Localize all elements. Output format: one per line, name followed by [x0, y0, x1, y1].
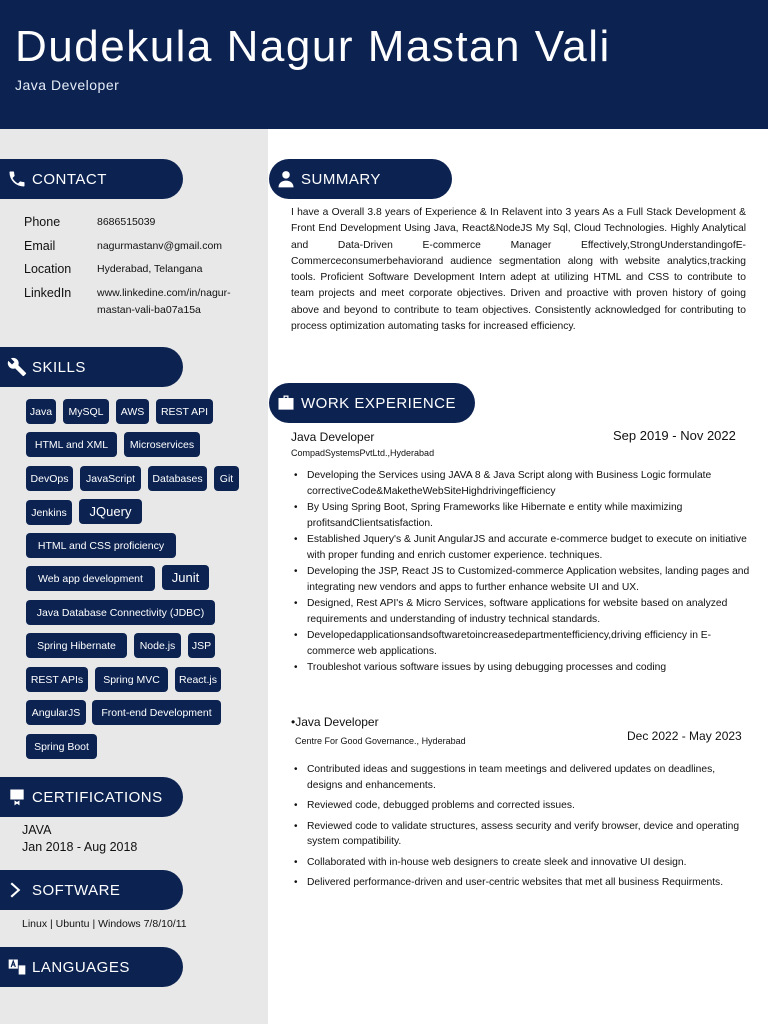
languages-heading — [0, 947, 183, 987]
job-company: CompadSystemsPvtLtd.,Hyderabad — [291, 448, 435, 458]
skill-chip: Java — [26, 399, 56, 424]
job-bullets — [291, 468, 751, 677]
software-heading-label: SOFTWARE — [32, 881, 121, 899]
tools-icon — [6, 356, 28, 378]
email-value: nagurmastanv@gmail.com — [97, 240, 223, 252]
person-icon — [275, 168, 297, 190]
phone-value: 8686515039 — [97, 216, 156, 228]
skill-chip: MySQL — [63, 399, 109, 424]
certificate-icon — [6, 786, 28, 808]
skill-chip: React.js — [175, 667, 221, 692]
skill-chip: AWS — [116, 399, 149, 424]
skill-chip: Junit — [162, 565, 209, 590]
job-bullet: • Contributed ideas and suggestions in team meetings and delivered updates on deadlines, designs and enhancements. — [291, 762, 751, 793]
skill-chip: REST API — [156, 399, 213, 424]
email-label: Email — [24, 239, 56, 253]
job-bullet: • Reviewed code, debugged problems and corrected issues. — [291, 798, 751, 814]
skill-chip: Microservices — [124, 432, 200, 457]
location-value: Hyderabad, Telangana — [97, 263, 203, 275]
job-bullet: • Established Jquery's & Junit AngularJS and accurate e-commerce budget to execute on initiative with proper funding and enrich customer experience. techniques. — [291, 532, 751, 563]
summary-heading-label: SUMMARY — [301, 170, 381, 188]
skills-heading-label: SKILLS — [32, 358, 86, 376]
skill-chip: Databases — [148, 466, 207, 491]
skill-chip: REST APIs — [26, 667, 88, 692]
phone-icon — [6, 168, 28, 190]
skills-heading — [0, 347, 183, 387]
header-strip — [0, 110, 768, 129]
skill-chip: Java Database Connectivity (JDBC) — [26, 600, 215, 625]
candidate-name: Dudekula Nagur Mastan Vali — [15, 22, 611, 71]
skill-chip: Spring MVC — [95, 667, 168, 692]
skill-chip: HTML and XML — [26, 432, 117, 457]
certification-dates: Jan 2018 - Aug 2018 — [22, 840, 138, 854]
work-heading — [269, 383, 475, 423]
skill-chip: Web app development — [26, 566, 155, 591]
contact-heading-label: CONTACT — [32, 170, 107, 188]
translate-icon — [6, 956, 28, 978]
skill-chip: Spring Hibernate — [26, 633, 127, 658]
skill-chip: Git — [214, 466, 239, 491]
phone-label: Phone — [24, 215, 61, 229]
job-bullet: • Collaborated with in-house web designers to create sleek and innovative UI design. — [291, 855, 751, 871]
skill-chip: DevOps — [26, 466, 73, 491]
skill-chip: JSP — [188, 633, 215, 658]
job-bullet: • Designed, Rest API's & Micro Services, software applications for website based on analyzed requirements and understanding of industry technical standards. — [291, 596, 751, 627]
software-list: Linux | Ubuntu | Windows 7/8/10/11 — [22, 918, 187, 930]
briefcase-icon — [275, 392, 297, 414]
summary-heading — [269, 159, 452, 199]
skill-chip: Front-end Development — [92, 700, 221, 725]
job-bullet: • Delivered performance-driven and user-centric websites that met all business Requirments. — [291, 875, 751, 891]
skill-chip: Spring Boot — [26, 734, 97, 759]
job-title: Java Developer — [291, 430, 375, 444]
job-bullet: • By Using Spring Boot, Spring Frameworks like Hibernate e entity while maximizing profitsandClientsatisfaction. — [291, 500, 751, 531]
skill-chip: Jenkins — [26, 500, 72, 525]
linkedin-label: LinkedIn — [24, 286, 72, 300]
job-bullet: • Reviewed code to validate structures, assess security and verify browser, device and operating system compatibility. — [291, 819, 751, 850]
skill-chip: JQuery — [79, 499, 142, 524]
skill-chip: AngularJS — [26, 700, 86, 725]
contact-heading — [0, 159, 183, 199]
job-dates: Sep 2019 - Nov 2022 — [613, 428, 736, 443]
work-heading-label: WORK EXPERIENCE — [301, 394, 457, 412]
candidate-role: Java Developer — [15, 77, 120, 93]
job-bullet: • Troubleshot various software issues by using debugging processes and coding — [291, 660, 751, 676]
job-bullets — [291, 762, 751, 892]
linkedin-value-line1[interactable]: www.linkedine.com/in/nagur- — [97, 287, 231, 299]
job-dates: Dec 2022 - May 2023 — [627, 729, 742, 743]
certification-name: JAVA — [22, 823, 52, 837]
location-label: Location — [24, 262, 72, 276]
certifications-heading — [0, 777, 183, 817]
certifications-heading-label: CERTIFICATIONS — [32, 788, 163, 806]
linkedin-value-line2[interactable]: mastan-vali-ba07a15a — [97, 304, 201, 316]
skill-chip: HTML and CSS proficiency — [26, 533, 176, 558]
job-bullet: • Developing the JSP, React JS to Customized-commerce Application websites, landing pages and integrating new vendors and apps to further enhance website UI and UX. — [291, 564, 751, 595]
skill-chip: Node.js — [134, 633, 181, 658]
software-heading — [0, 870, 183, 910]
job-company: Centre For Good Governance., Hyderabad — [295, 736, 466, 746]
skill-chip: JavaScript — [80, 466, 141, 491]
job-bullet: • Developedapplicationsandsoftwaretoincreasedepartmentefficiency,driving efficiency in E-commerce web applications. — [291, 628, 751, 659]
resume-header — [0, 0, 768, 110]
job-bullet: • Developing the Services using JAVA 8 & Java Script along with Business Logic formulate correctiveCode&MaketheWebSiteHighdrivingefficiency — [291, 468, 751, 499]
chevron-right-icon — [6, 879, 28, 901]
summary-text: I have a Overall 3.8 years of Experience & In Relavent into 3 years As a Full Stack Development & Front End Development Using Java, React&NodeJS My Sql, Cloud Technologies. Highly Analytical and Data-Driven E-commerce Manager Effectively,StrongUnderstandingofE-Commerceconsumerbehaviorand audience segmentation along with website analytics,tracking tools. Proficient Software Development Intern adept at utilizing HTML and CSS to contribute to team projects and meet corporate objectives. Driven and proactive with proven history of going above and beyond to contribute to team objectives. Consistently acknowledged for contributing to process optimization automating tasks for increased efficiency. — [291, 207, 746, 333]
languages-heading-label: LANGUAGES — [32, 958, 130, 976]
job-title: •Java Developer — [291, 715, 379, 729]
